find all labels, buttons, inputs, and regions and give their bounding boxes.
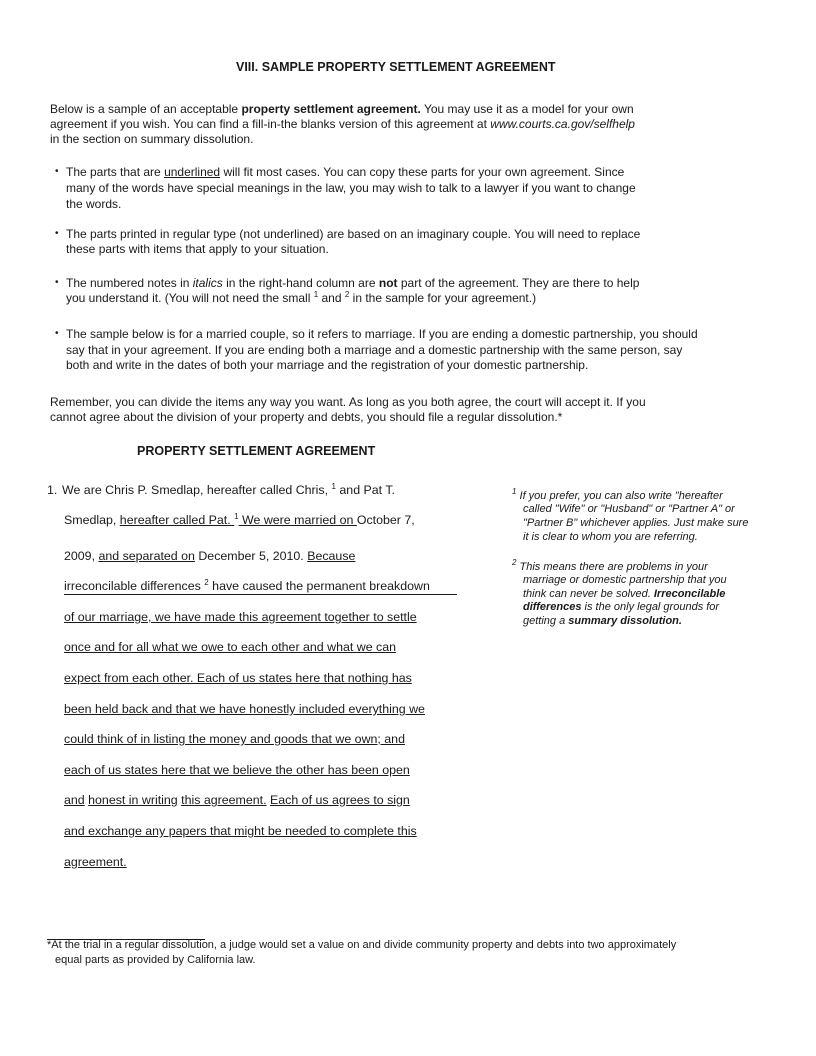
- agreement-text: and Pat T.: [335, 483, 395, 497]
- note-2-line-4: [523, 601, 719, 615]
- bullet-1-line-3: the words.: [66, 197, 122, 211]
- agreement-underlined: Each of us agrees to sign: [270, 793, 410, 807]
- footnote-line-1: *At the trial in a regular dissolution, a judge would set a value on and divide community property and debts into two approximately: [47, 939, 677, 951]
- bullet-1-line-1: [66, 164, 624, 180]
- bullet-1-line-2: many of the words have special meanings in the law, you may wish to talk to a lawyer if you want to change: [66, 181, 636, 195]
- agreement-line-9: could think of in listing the money and goods that we own; and: [64, 732, 405, 746]
- bullet-text: in the sample for your agreement.): [349, 291, 537, 305]
- bullet-2-line-2: these parts with items that apply to your situation.: [66, 242, 329, 256]
- note-1-line-1: [512, 487, 723, 504]
- bullet-4-line-1: The sample below is for a married couple, so it refers to marriage. If you are ending a domestic partnership, you should: [66, 327, 698, 341]
- superscript: 1: [331, 482, 336, 491]
- bullet-icon: •: [55, 166, 59, 177]
- note-2-line-1: [512, 558, 708, 575]
- bullet-italic-word: italics: [192, 276, 223, 290]
- note-bold: summary dissolution.: [568, 615, 682, 627]
- superscript: 1: [512, 487, 517, 496]
- agreement-underlined: We were married on: [238, 513, 357, 527]
- agreement-text: December 5, 2010.: [194, 549, 308, 563]
- superscript: 2: [204, 578, 209, 587]
- bullet-text: will fit most cases. You can copy these parts for your own agreement. Since: [220, 165, 625, 179]
- intro-line-3: in the section on summary dissolution.: [50, 132, 254, 146]
- agreement-line-8: been held back and that we have honestly included everything we: [64, 702, 425, 716]
- footnote-line-2: equal parts as provided by California law.: [55, 954, 256, 966]
- bullet-text: and: [318, 291, 345, 305]
- selfhelp-url: www.courts.ca.gov/selfhelp: [490, 117, 635, 131]
- agreement-line-1: [62, 483, 395, 497]
- note-2-line-5: [523, 615, 682, 629]
- agreement-underlined: and: [64, 793, 85, 807]
- intro-text: You may use it as a model for your own: [420, 102, 634, 116]
- agreement-underlined: and separated on: [98, 549, 195, 563]
- bullet-icon: •: [55, 328, 59, 339]
- agreement-number: 1.: [47, 483, 58, 497]
- note-text: getting a: [523, 615, 569, 627]
- superscript: 1: [313, 290, 319, 299]
- bullet-4-line-2: say that in your agreement. If you are ending both a marriage and a domestic partnership with the same person, say: [66, 343, 683, 357]
- note-1-line-2: called "Wife" or "Husband" or "Partner A" or: [523, 503, 735, 515]
- intro-text: agreement if you wish. You can find a fill-in-the blanks version of this agreement at: [50, 117, 491, 131]
- note-2-line-3: [523, 588, 725, 602]
- agreement-line-12: and exchange any papers that might be needed to complete this: [64, 824, 417, 838]
- agreement-text: Smedlap,: [64, 513, 120, 527]
- agreement-text: October 7,: [356, 513, 415, 527]
- bullet-icon: •: [55, 277, 59, 288]
- agreement-line-6: once and for all what we owe to each other and what we can: [64, 640, 397, 654]
- note-text: If you prefer, you can also write "hereafter: [516, 490, 723, 502]
- agreement-underlined: have caused the permanent breakdown: [208, 579, 430, 593]
- note-text: is the only legal grounds for: [581, 601, 720, 613]
- remember-line-2: cannot agree about the division of your property and debts, you should file a regular dissolution.*: [50, 410, 563, 424]
- bullet-text: The numbered notes in: [66, 276, 193, 290]
- bullet-bold-word: not: [378, 276, 398, 290]
- intro-text: Below is a sample of an acceptable: [50, 102, 242, 116]
- bullet-text: The parts that are: [66, 165, 165, 179]
- agreement-line-11: [64, 793, 410, 807]
- agreement-line-4: [64, 579, 457, 595]
- note-1-line-4: it is clear to whom you are referring.: [523, 531, 698, 543]
- superscript: 2: [344, 290, 350, 299]
- intro-line-2: [50, 116, 635, 132]
- note-2-line-2: marriage or domestic partnership that you: [523, 574, 727, 586]
- note-text: This means there are problems in your: [516, 561, 708, 573]
- note-bold: Irreconcilable: [653, 588, 726, 600]
- agreement-text: We are Chris P. Smedlap, hereafter called Chris,: [62, 483, 332, 497]
- agreement-underlined: honest in writing: [88, 793, 178, 807]
- agreement-line-3: [64, 549, 355, 563]
- agreement-line-7: expect from each other. Each of us states here that nothing has: [64, 671, 412, 685]
- note-bold: differences: [523, 601, 582, 613]
- page-heading: VIII. SAMPLE PROPERTY SETTLEMENT AGREEMENT: [236, 60, 556, 74]
- superscript: 1: [234, 512, 239, 521]
- agreement-underlined: Because: [307, 549, 356, 563]
- bullet-icon: •: [55, 228, 59, 239]
- bullet-4-line-3: both and write in the dates of both your marriage and the registration of your domestic partnership.: [66, 358, 589, 372]
- remember-line-1: Remember, you can divide the items any way you want. As long as you both agree, the court will accept it. If you: [50, 395, 646, 409]
- agreement-line-10: each of us states here that we believe the other has been open: [64, 763, 410, 777]
- agreement-line-2: [64, 513, 415, 527]
- agreement-text: 2009,: [64, 549, 99, 563]
- intro-bold: property settlement agreement.: [241, 102, 421, 116]
- agreement-line-13: agreement.: [64, 855, 127, 869]
- superscript: 2: [512, 558, 517, 567]
- bullet-text: you understand it. (You will not need the small: [66, 291, 314, 305]
- bullet-2-line-1: The parts printed in regular type (not underlined) are based on an imaginary couple. You will need to replace: [66, 227, 641, 241]
- note-1-line-3: "Partner B" whichever applies. Just make sure: [523, 517, 749, 529]
- intro-line-1: [50, 101, 634, 117]
- agreement-line-5: of our marriage, we have made this agreement together to settle: [64, 610, 417, 624]
- bullet-text: in the right-hand column are: [222, 276, 379, 290]
- bullet-underlined-word: underlined: [164, 165, 221, 179]
- bullet-text: part of the agreement. They are there to help: [397, 276, 640, 290]
- bullet-3-line-1: [66, 275, 639, 291]
- agreement-underlined: irreconcilable differences: [64, 579, 205, 593]
- agreement-title: PROPERTY SETTLEMENT AGREEMENT: [137, 444, 376, 458]
- agreement-underlined: this agreement.: [181, 793, 267, 807]
- bullet-3-line-2: [66, 290, 536, 306]
- agreement-underlined: hereafter called Pat.: [119, 513, 235, 527]
- note-text: think can never be solved.: [523, 588, 654, 600]
